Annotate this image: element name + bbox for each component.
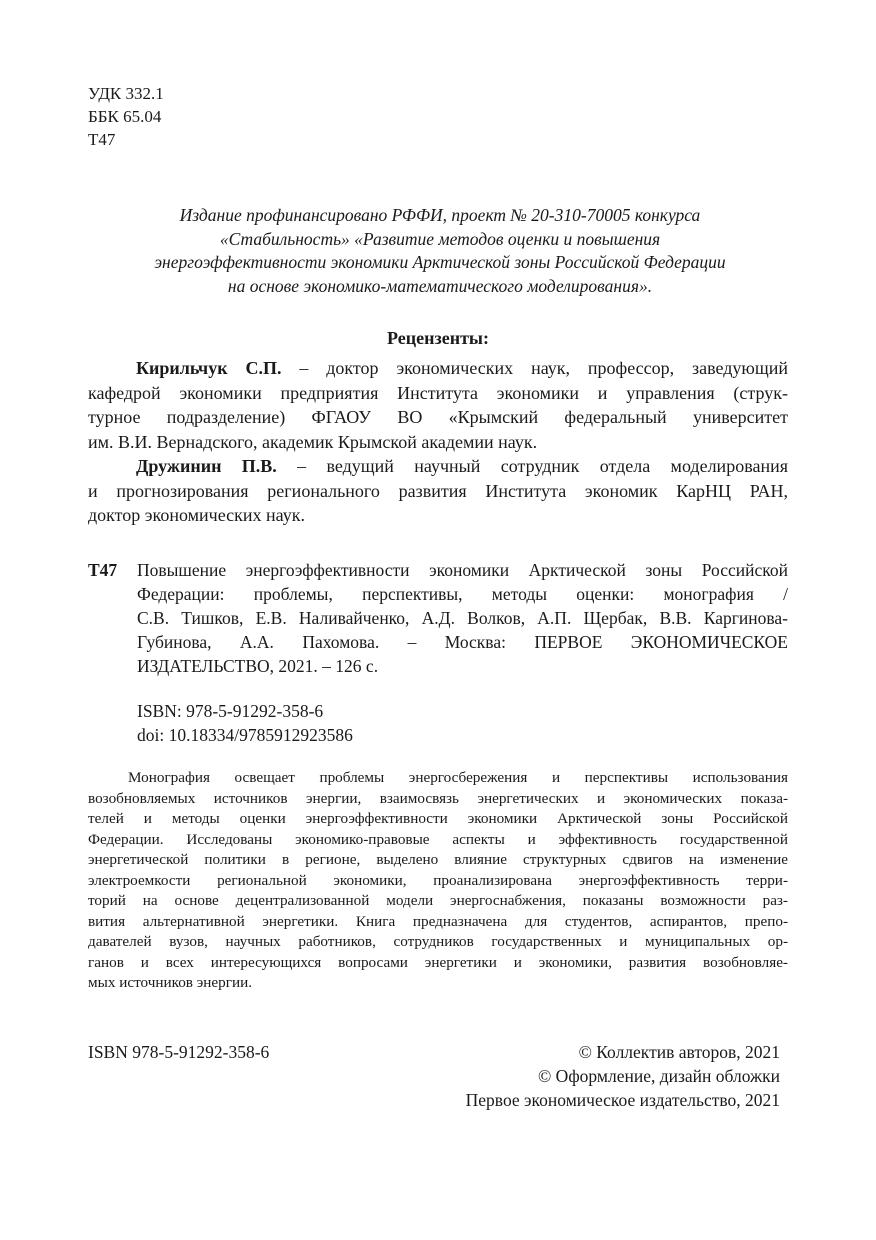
abstract-line: торий на основе децентрализованной модели энергоснабжения, показаны возможности раз- xyxy=(88,892,788,909)
catalog-line: Повышение энергоэффективности экономики Арктической зоны Российской xyxy=(137,560,788,580)
catalog-line: Губинова, А.А. Пахомова. – Москва: ПЕРВОЕ ЭКОНОМИЧЕСКОЕ xyxy=(137,632,788,652)
funding-line: на основе экономико-математического моделирования». xyxy=(227,275,653,296)
reviewer-name: Дружинин П.В. xyxy=(136,456,277,476)
abstract-line: вития альтернативной энергетики. Книга предназначена для студентов, аспирантов, препо- xyxy=(88,912,788,930)
catalog-line: Федерации: проблемы, перспективы, методы оценки: монография / xyxy=(137,584,788,604)
copyright-block xyxy=(466,1040,780,1112)
funding-line: «Стабильность» «Развитие методов оценки и повышения xyxy=(219,228,661,249)
reviewer-line: доктор экономических наук. xyxy=(88,505,305,525)
funding-line: энергоэффективности экономики Арктической зоны Российской Федерации xyxy=(154,252,726,272)
abstract-line: возобновляемых источников энергии, взаимосвязь энергетических и экономических показа- xyxy=(88,789,788,807)
reviewers-section xyxy=(88,356,788,528)
bbk-code: ББК 65.04 xyxy=(88,107,162,126)
reviewer-line: им. В.И. Вернадского, академик Крымской академии наук. xyxy=(88,431,538,452)
doi: doi: 10.18334/9785912923586 xyxy=(137,725,353,745)
abstract-line: мых источников энергии. xyxy=(88,974,253,991)
udk-code: УДК 332.1 xyxy=(88,84,164,103)
catalog-line: С.В. Тишков, Е.В. Наливайченко, А.Д. Волков, А.П. Щербак, В.В. Каргинова- xyxy=(137,608,788,628)
abstract-line: Федерации. Исследованы экономико-правовые аспекты и эффективность государственной xyxy=(88,830,788,848)
reviewers-heading: Рецензенты: xyxy=(387,328,489,348)
reviewer-line: турное подразделение) ФГАОУ ВО «Крымский федеральный университет xyxy=(88,407,788,427)
catalog-line: ИЗДАТЕЛЬСТВО, 2021. – 126 с. xyxy=(137,656,379,676)
reviewer-second-line xyxy=(88,454,788,479)
reviewer-title: – доктор экономических наук, профессор, заведующий xyxy=(281,358,788,378)
catalog-description xyxy=(137,558,788,678)
abstract-line: электроемкости региональной экономики, проанализирована энергоэффективность терри- xyxy=(88,871,788,889)
abstract xyxy=(88,768,788,994)
isbn: ISBN: 978-5-91292-358-6 xyxy=(137,701,324,721)
catalog-code: Т47 xyxy=(88,560,118,580)
reviewer-first-line xyxy=(88,356,788,381)
copyright-line: © Коллектив авторов, 2021 xyxy=(578,1042,780,1062)
abstract-line: телей и методы оценки энергоэффективности экономики Арктической зоны Российской xyxy=(88,810,788,827)
classification-codes xyxy=(88,82,164,151)
copyright-line: Первое экономическое издательство, 2021 xyxy=(465,1090,780,1110)
funding-note xyxy=(90,204,790,298)
reviewer-title: – ведущий научный сотрудник отдела моделирования xyxy=(276,456,788,476)
abstract-line: ганов и всех интересующихся вопросами энергетики и экономики, развития возобновляе- xyxy=(88,953,788,971)
abstract-line: Монография освещает проблемы энергосбережения и перспективы использования xyxy=(128,769,788,786)
funding-line: Издание профинансировано РФФИ, проект № 20-310-70005 конкурса xyxy=(179,205,701,225)
catalog-entry xyxy=(88,558,788,678)
reviewer-line: кафедрой экономики предприятия Института экономики и управления (струк- xyxy=(88,382,788,403)
reviewer-name: Кирильчук С.П. xyxy=(136,358,282,378)
reviewer-line: и прогнозирования регионального развития Института экономик КарНЦ РАН, xyxy=(88,480,788,501)
copyright-line: © Оформление, дизайн обложки xyxy=(538,1066,780,1086)
author-mark: Т47 xyxy=(88,130,116,149)
identifiers xyxy=(137,699,353,747)
abstract-line: давателей вузов, научных работников, сотрудников государственных и муниципальных ор- xyxy=(88,933,788,950)
footer-isbn: ISBN 978-5-91292-358-6 xyxy=(88,1042,270,1062)
abstract-line: энергетической политики в регионе, выделено влияние структурных сдвигов на изменение xyxy=(88,851,788,868)
